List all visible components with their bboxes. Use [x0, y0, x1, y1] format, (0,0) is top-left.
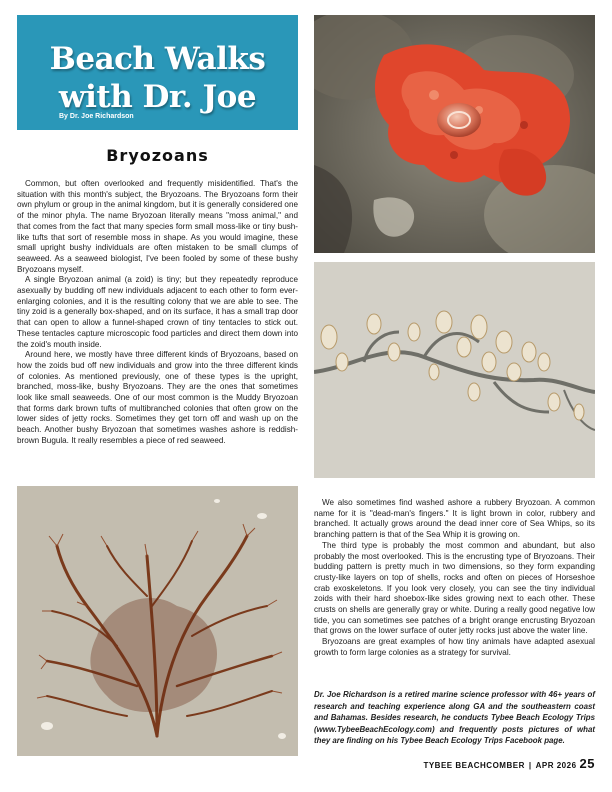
paragraph: Common, but often overlooked and frequently misidentified. That's the situation with this month's subject, the Bryozoans. The Bryozoans form their own phylum or group in the animal kingdom, but it is generally considered one of the minor phyla. The name Bryozoan literally means "moss animal," and that comes from the fact that many species form small moss-like or tiny bush-like tufts that sort of resemble moss in shape. As you would imagine, these small upright bushy individuals are often mistaken to be small clumps of seaweed. As a seaweed biologist, I've been fooled by some of these bushy Bryozoans myself. — [17, 179, 298, 274]
title-line-1: Beach Walks — [49, 41, 266, 77]
byline: By Dr. Joe Richardson — [59, 113, 134, 120]
title-line-2: with Dr. Joe — [58, 79, 257, 115]
photo-branching-bryozoan — [314, 262, 595, 478]
paragraph: Bryozoans are great examples of how tiny animals have adapted asexual growth to form large colonies as a strategy for survival. — [314, 637, 595, 657]
paragraph: We also sometimes find washed ashore a rubbery Bryozoan. A common name for it is "dead-man's fingers." It is light brown in color, rubbery and branched. It actually grows around the dead inner core of Sea Whips, so its branching pattern is that of the Sea Whip it is growing on. — [314, 498, 595, 540]
author-bio: Dr. Joe Richardson is a retired marine science professor with 46+ years of research and teaching experience along GA and the southeastern coast and Bahamas. Besides research, he conducts Tybee Beach Ecology Trips (www.TybeeBeachEcology.com) and frequently posts pictures of what they are finding on his Tybee Beach Ecology Trips Facebook page. — [314, 690, 595, 745]
paragraph: A single Bryozoan animal (a zoid) is tiny; but they repeatedly reproduce asexually by budding off new individuals adjacent to each other to form ever-enlarging colonies, and it is the resulting colony that we are able to see. The tiny zoid is a generally box-shaped, and on its surface, it has a small trap door that can open to allow a funnel-shaped crown of tiny tentacles to stick out. These tentacles capture microscopic food particles and direct them down into the zoid's mouth inside. — [17, 275, 298, 349]
issue-date: APR 2026 — [535, 761, 577, 770]
article-heading: Bryozoans — [106, 146, 209, 165]
publication-name: TYBEE BEACHCOMBER — [423, 761, 525, 770]
page-footer — [405, 756, 595, 771]
title-banner — [17, 15, 298, 130]
paragraph: The third type is probably the most common and abundant, but also probably the most overlooked. This is the encrusting type of Bryozoans. Their budding pattern is pretty much in two dimensions, so they form expanding crusty-like layers on top of shells, rocks and often on pieces of Horseshoe crab exoskeletons. If you look very closely, you can see the tiny individual zoids with their hard shoebox-like sides growing next to each other. These crusts on shells are generally gray or white. During a really good negative low tide, you can sometimes see patches of a bright orange encrusting Bryozoan that grows on the lower surface of outer jetty rocks just above the water line. — [314, 540, 595, 636]
article-column-1 — [17, 179, 298, 447]
article-column-2 — [314, 498, 595, 659]
footer-separator: | — [528, 761, 532, 770]
photo-bushy-bryozoan — [17, 486, 298, 756]
photo-encrusting-bryozoan — [314, 15, 595, 253]
page-number: 25 — [579, 756, 595, 771]
paragraph: Around here, we mostly have three different kinds of Bryozoans, based on how the zoids bud off new individuals and grow into the three different kinds of colonies. As mentioned previously, one of these types is the upright, branched, moss-like, bushy Bryozoans. They are the ones that sometimes look like small seaweeds. One of our most common is the Muddy Bryozoan that forms dark brown tufts of multibranched colonies that often grow on the lower sides of jetty rocks. Sometimes they get torn off and wash up on the beach. Another bushy Bryozoan that sometimes washes ashore is reddish-brown Bugula. It really resembles a piece of red seaweed. — [17, 350, 298, 445]
